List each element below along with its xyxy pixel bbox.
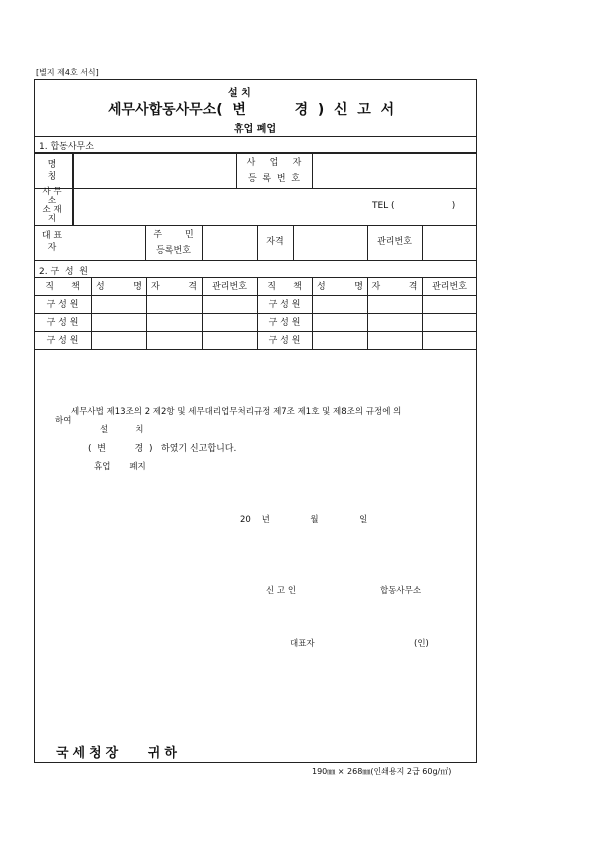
declaration-text: 세무사법 제13조의 2 제2항 및 세무대리업무처리규정 제7조 제1호 및 제8조의 규정에 의 — [71, 407, 402, 417]
section1-heading: 1. 합동사무소 — [39, 142, 94, 152]
business-number-field[interactable] — [313, 154, 476, 187]
member-role: 구 성 원 — [46, 300, 79, 310]
rrn-label: 주 민 등록번호 — [153, 230, 194, 256]
declaration-option-suspend: 휴업 폐지 — [94, 462, 146, 472]
title-option-suspend: 휴업 폐업 — [234, 124, 277, 135]
members-header-name: 성 명 — [317, 282, 363, 292]
section2-heading: 2. 구 성 원 — [39, 267, 88, 277]
reporter-office: 합동사무소 — [380, 586, 422, 596]
members-header-mgmt-no: 관리번호 — [432, 282, 467, 292]
office-name-field[interactable] — [74, 154, 235, 187]
qualification-label: 자격 — [266, 237, 284, 247]
representative-label: 대 표 자 — [41, 231, 63, 253]
member-role: 구 성 원 — [46, 336, 79, 346]
tel-field[interactable]: TEL ( ) — [372, 201, 456, 211]
member-role: 구 성 원 — [268, 336, 301, 346]
members-header-qualification: 자 격 — [151, 282, 197, 292]
declaration-option-change: ( 변 경 ) 하였기 신고합니다. — [88, 444, 237, 454]
declaration-text-cont: 하여 — [55, 416, 72, 426]
members-header-name: 성 명 — [96, 282, 142, 292]
page-title: 세무사합동사무소( 변 경 ) 신 고 서 — [108, 102, 395, 118]
representative-sign-label: 대표자 — [290, 639, 315, 649]
paper-spec-note: 190㎜ × 268㎜(인쇄용지 2급 60g/㎡) — [312, 767, 452, 776]
address-field[interactable] — [74, 189, 364, 224]
title-option-install: 설 치 — [228, 88, 251, 99]
management-number-field[interactable] — [423, 226, 476, 259]
members-header-mgmt-no: 관리번호 — [212, 282, 247, 292]
declaration-option-install: 설 치 — [100, 425, 144, 435]
address-label: 사 무 소 소 재 지 — [42, 187, 62, 224]
reporter-label: 신 고 인 — [266, 586, 297, 596]
member-role: 구 성 원 — [268, 300, 301, 310]
divider — [34, 136, 477, 137]
addressee: 국세청장 귀하 — [56, 746, 181, 761]
report-date: 20 년 월 일 — [240, 515, 368, 525]
members-header-position: 직 책 — [267, 282, 302, 292]
name-label: 명 칭 — [47, 160, 57, 182]
seal-mark: (인) — [414, 639, 429, 649]
divider — [34, 313, 477, 314]
representative-name-field[interactable] — [74, 226, 144, 259]
member-role: 구 성 원 — [268, 318, 301, 328]
rrn-field[interactable] — [203, 226, 256, 259]
member-role: 구 성 원 — [46, 318, 79, 328]
business-number-label: 사 업 자 등 록 번 호 — [246, 158, 302, 184]
members-header-position: 직 책 — [45, 282, 80, 292]
divider — [34, 277, 477, 278]
divider — [34, 331, 477, 332]
members-header-qualification: 자 격 — [371, 282, 418, 292]
divider — [34, 349, 477, 350]
divider — [34, 295, 477, 296]
form-number: [별지 제4호 서식] — [36, 68, 99, 77]
management-number-label: 관리번호 — [377, 237, 412, 247]
divider — [34, 260, 477, 261]
qualification-field[interactable] — [294, 226, 366, 259]
